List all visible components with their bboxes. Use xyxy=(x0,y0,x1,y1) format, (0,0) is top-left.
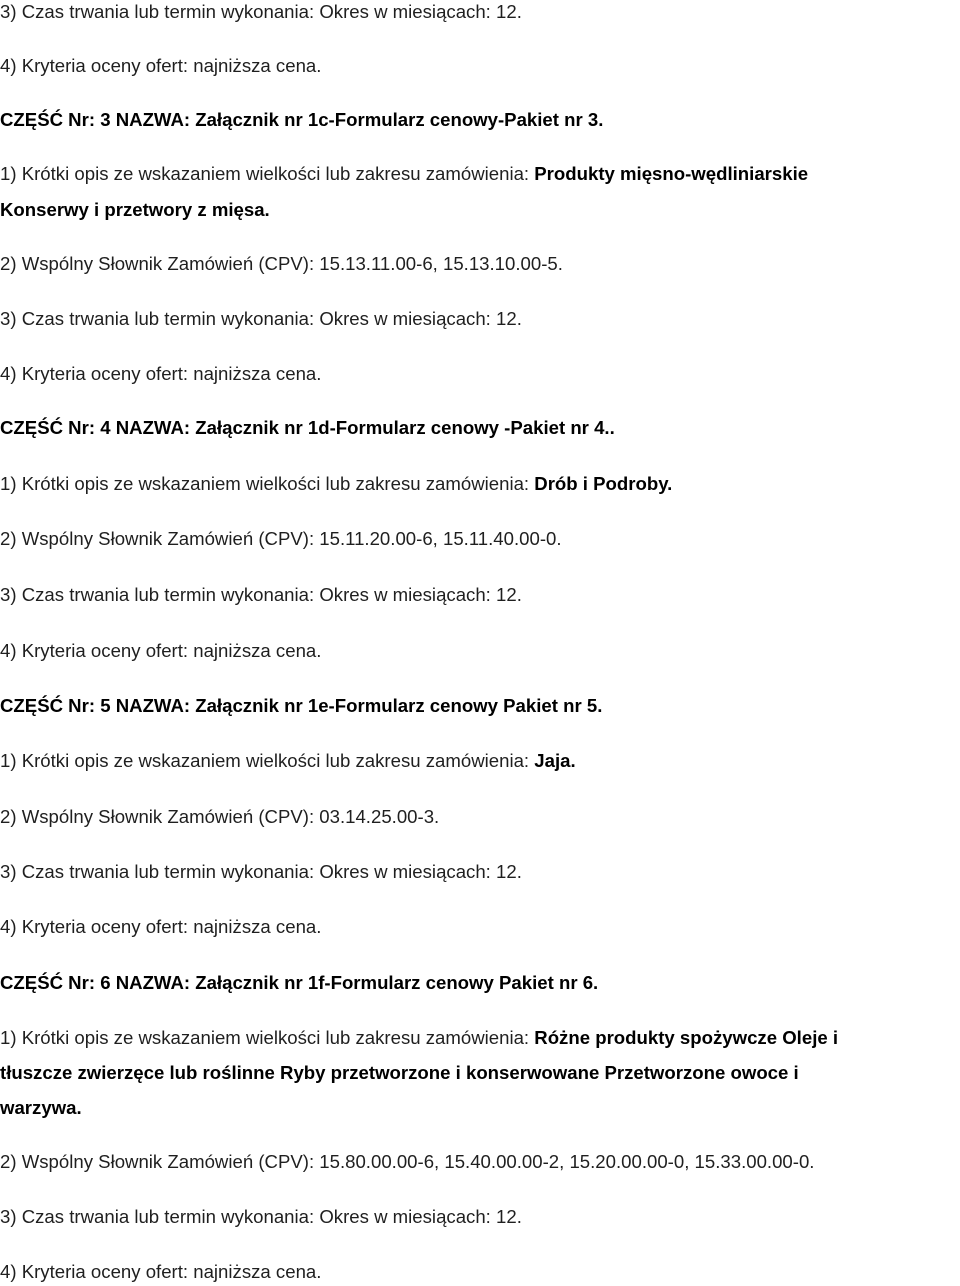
part-5-header: CZĘŚĆ Nr: 5 NAZWA: Załącznik nr 1e-Formularz cenowy Pakiet nr 5. xyxy=(0,695,603,716)
czas-trwania-line: 3) Czas trwania lub termin wykonania: Okres w miesiącach: 12. xyxy=(0,1,522,22)
part-6-opis-line-1 xyxy=(0,1026,838,1050)
part-5-opis-line xyxy=(0,749,576,773)
opis-prefix: 1) Krótki opis ze wskazaniem wielkości lub zakresu zamówienia: xyxy=(0,750,535,771)
kryteria-oceny-line: 4) Kryteria oceny ofert: najniższa cena. xyxy=(0,55,322,76)
part-4-opis-line xyxy=(0,472,672,496)
part-6-opis-line-2: tłuszcze zwierzęce lub roślinne Ryby przetworzone i konserwowane Przetworzone owoce i xyxy=(0,1062,799,1083)
opis-prefix: 1) Krótki opis ze wskazaniem wielkości lub zakresu zamówienia: xyxy=(0,473,535,494)
part-3-czas-line: 3) Czas trwania lub termin wykonania: Okres w miesiącach: 12. xyxy=(0,308,522,329)
part-5-kryteria-line: 4) Kryteria oceny ofert: najniższa cena. xyxy=(0,916,322,937)
opis-value: Drób i Podroby. xyxy=(534,473,673,494)
part-3-cpv-line: 2) Wspólny Słownik Zamówień (CPV): 15.13.11.00-6, 15.13.10.00-5. xyxy=(0,253,563,274)
part-3-kryteria-line: 4) Kryteria oceny ofert: najniższa cena. xyxy=(0,363,322,384)
opis-value: Jaja. xyxy=(534,750,576,771)
part-4-cpv-line: 2) Wspólny Słownik Zamówień (CPV): 15.11.20.00-6, 15.11.40.00-0. xyxy=(0,528,562,549)
part-5-cpv-line: 2) Wspólny Słownik Zamówień (CPV): 03.14.25.00-3. xyxy=(0,806,440,827)
part-4-czas-line: 3) Czas trwania lub termin wykonania: Okres w miesiącach: 12. xyxy=(0,584,522,605)
part-3-opis-line-2: Konserwy i przetwory z mięsa. xyxy=(0,199,270,220)
part-6-cpv-line: 2) Wspólny Słownik Zamówień (CPV): 15.80.00.00-6, 15.40.00.00-2, 15.20.00.00-0, 15.33.00.00-0. xyxy=(0,1151,815,1172)
opis-value: Produkty mięsno-wędliniarskie xyxy=(534,163,809,184)
part-6-opis-line-3: warzywa. xyxy=(0,1097,82,1118)
part-4-header: CZĘŚĆ Nr: 4 NAZWA: Załącznik nr 1d-Formularz cenowy -Pakiet nr 4.. xyxy=(0,417,615,438)
part-6-header: CZĘŚĆ Nr: 6 NAZWA: Załącznik nr 1f-Formularz cenowy Pakiet nr 6. xyxy=(0,972,599,993)
opis-prefix: 1) Krótki opis ze wskazaniem wielkości lub zakresu zamówienia: xyxy=(0,1027,535,1048)
part-3-header: CZĘŚĆ Nr: 3 NAZWA: Załącznik nr 1c-Formularz cenowy-Pakiet nr 3. xyxy=(0,109,604,130)
part-6-kryteria-line: 4) Kryteria oceny ofert: najniższa cena. xyxy=(0,1261,322,1282)
opis-prefix: 1) Krótki opis ze wskazaniem wielkości lub zakresu zamówienia: xyxy=(0,163,535,184)
opis-value: Różne produkty spożywcze Oleje i xyxy=(534,1027,839,1048)
part-5-czas-line: 3) Czas trwania lub termin wykonania: Okres w miesiącach: 12. xyxy=(0,861,522,882)
part-4-kryteria-line: 4) Kryteria oceny ofert: najniższa cena. xyxy=(0,640,322,661)
part-6-czas-line: 3) Czas trwania lub termin wykonania: Okres w miesiącach: 12. xyxy=(0,1206,522,1227)
part-3-opis-line-1 xyxy=(0,162,808,186)
